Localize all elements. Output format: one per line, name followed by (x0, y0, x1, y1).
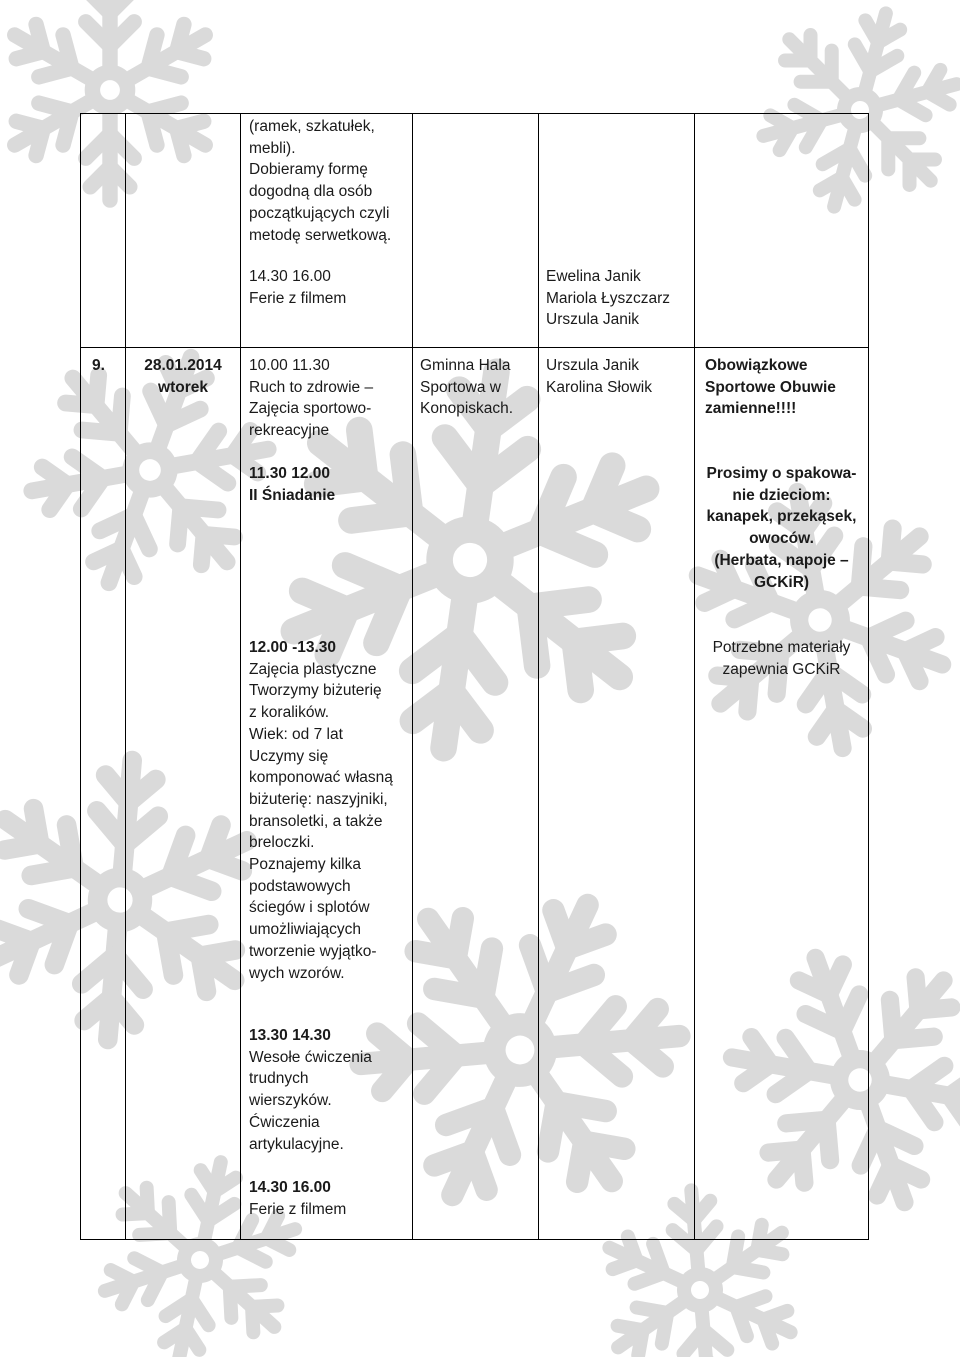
text-line: zapewnia GCKiR (722, 660, 841, 678)
text-line: breloczki. (249, 834, 315, 852)
session-title: Ferie z filmem (249, 289, 347, 307)
text-line: owoców. (749, 530, 814, 548)
text-line: Uczymy się (249, 747, 329, 765)
date-cell (126, 355, 240, 398)
session-breakfast (249, 463, 335, 506)
text-line: GCKiR) (753, 573, 810, 591)
column-border (538, 113, 539, 1240)
text-line: Gminna Hala (420, 357, 511, 374)
text-line: Zajęcia sportowo- (249, 400, 372, 418)
session-time: 12.00 -13.30 (249, 639, 337, 656)
text-line: II Śniadanie (249, 486, 336, 504)
text-line: Wiek: od 7 lat (249, 725, 343, 743)
leaders-cell (546, 266, 670, 331)
text-line: Ferie z filmem (249, 1200, 347, 1218)
text-line: ściegów i splotów (249, 899, 370, 917)
text-line: rekreacyjne (249, 422, 330, 440)
text-line: Zajęcia plastyczne (249, 660, 377, 678)
text-line: Dobieramy formę (249, 161, 368, 179)
text-line: umożliwiających (249, 921, 361, 939)
session-time: 10.00 11.30 (249, 357, 330, 374)
text-line: tworzenie wyjątko- (249, 942, 377, 960)
text-line: (ramek, szkatułek, (249, 118, 375, 135)
text-line: Konopiskach. (420, 400, 514, 418)
column-border (412, 113, 413, 1240)
table-top-border (80, 113, 869, 114)
text-line: nie dzieciom: (732, 486, 831, 504)
text-line: wych wzorów. (249, 964, 345, 982)
text-line: biżuterię: naszyjniki, (249, 790, 388, 808)
table-bottom-border (80, 1239, 869, 1240)
text-line: kanapek, przekąsek, (706, 508, 857, 526)
text-line: Tworzymy biżuterię (249, 682, 382, 700)
weekday: wtorek (158, 378, 208, 396)
row-number: 9. (92, 357, 105, 374)
program-continued-text (249, 116, 391, 246)
text-line: Karolina Słowik (546, 378, 652, 396)
text-line: Sportowe Obuwie (705, 378, 836, 396)
text-line: Mariola Łyszczarz (546, 289, 671, 307)
text-line: komponować własną (249, 769, 393, 787)
session-time: 14.30 16.00 (249, 1179, 331, 1196)
text-line: Poznajemy kilka (249, 856, 361, 874)
note-materials (695, 637, 868, 680)
text-line: zamienne!!!! (705, 400, 797, 418)
text-line: Obowiązkowe (705, 357, 808, 374)
session-poems (249, 1025, 372, 1155)
leaders-cell (546, 355, 652, 398)
session-sport (249, 355, 373, 442)
text-line: Prosimy o spakowa- (706, 465, 857, 482)
column-border (125, 113, 126, 1240)
text-line: dogodną dla osób (249, 183, 373, 201)
row-divider (80, 347, 869, 348)
date: 28.01.2014 (144, 357, 222, 374)
text-line: trudnych (249, 1070, 309, 1088)
text-line: Sportowa w (420, 378, 501, 396)
text-line: Ewelina Janik (546, 268, 641, 285)
text-line: Ćwiczenia (249, 1113, 320, 1131)
column-border (80, 113, 81, 1240)
text-line: podstawowych (249, 877, 351, 895)
note-food (695, 463, 868, 593)
text-line: z koralików. (249, 704, 330, 722)
text-line: Potrzebne materiały (712, 639, 851, 656)
note-shoes (705, 355, 836, 420)
text-line: (Herbata, napoje – (714, 551, 849, 569)
text-line: wierszyków. (249, 1092, 332, 1110)
column-border (240, 113, 241, 1240)
session-time: 11.30 12.00 (249, 465, 331, 482)
text-line: bransoletki, a także (249, 812, 383, 830)
session-film (249, 1177, 346, 1220)
session-time: 14.30 16.00 (249, 268, 331, 285)
text-line: Urszula Janik (546, 357, 640, 374)
column-border (868, 113, 869, 1240)
text-line: mebli). (249, 139, 296, 157)
text-line: metodę serwetkową. (249, 226, 392, 244)
film-session (249, 266, 346, 309)
text-line: Ruch to zdrowie – (249, 378, 374, 396)
text-line: artykulacyjne. (249, 1135, 344, 1153)
venue-cell (420, 355, 513, 420)
session-time: 13.30 14.30 (249, 1027, 331, 1044)
text-line: Wesołe ćwiczenia (249, 1048, 372, 1066)
text-line: początkujących czyli (249, 204, 390, 222)
schedule-table (80, 113, 869, 1240)
text-line: Urszula Janik (546, 311, 640, 329)
session-jewelry (249, 637, 393, 984)
